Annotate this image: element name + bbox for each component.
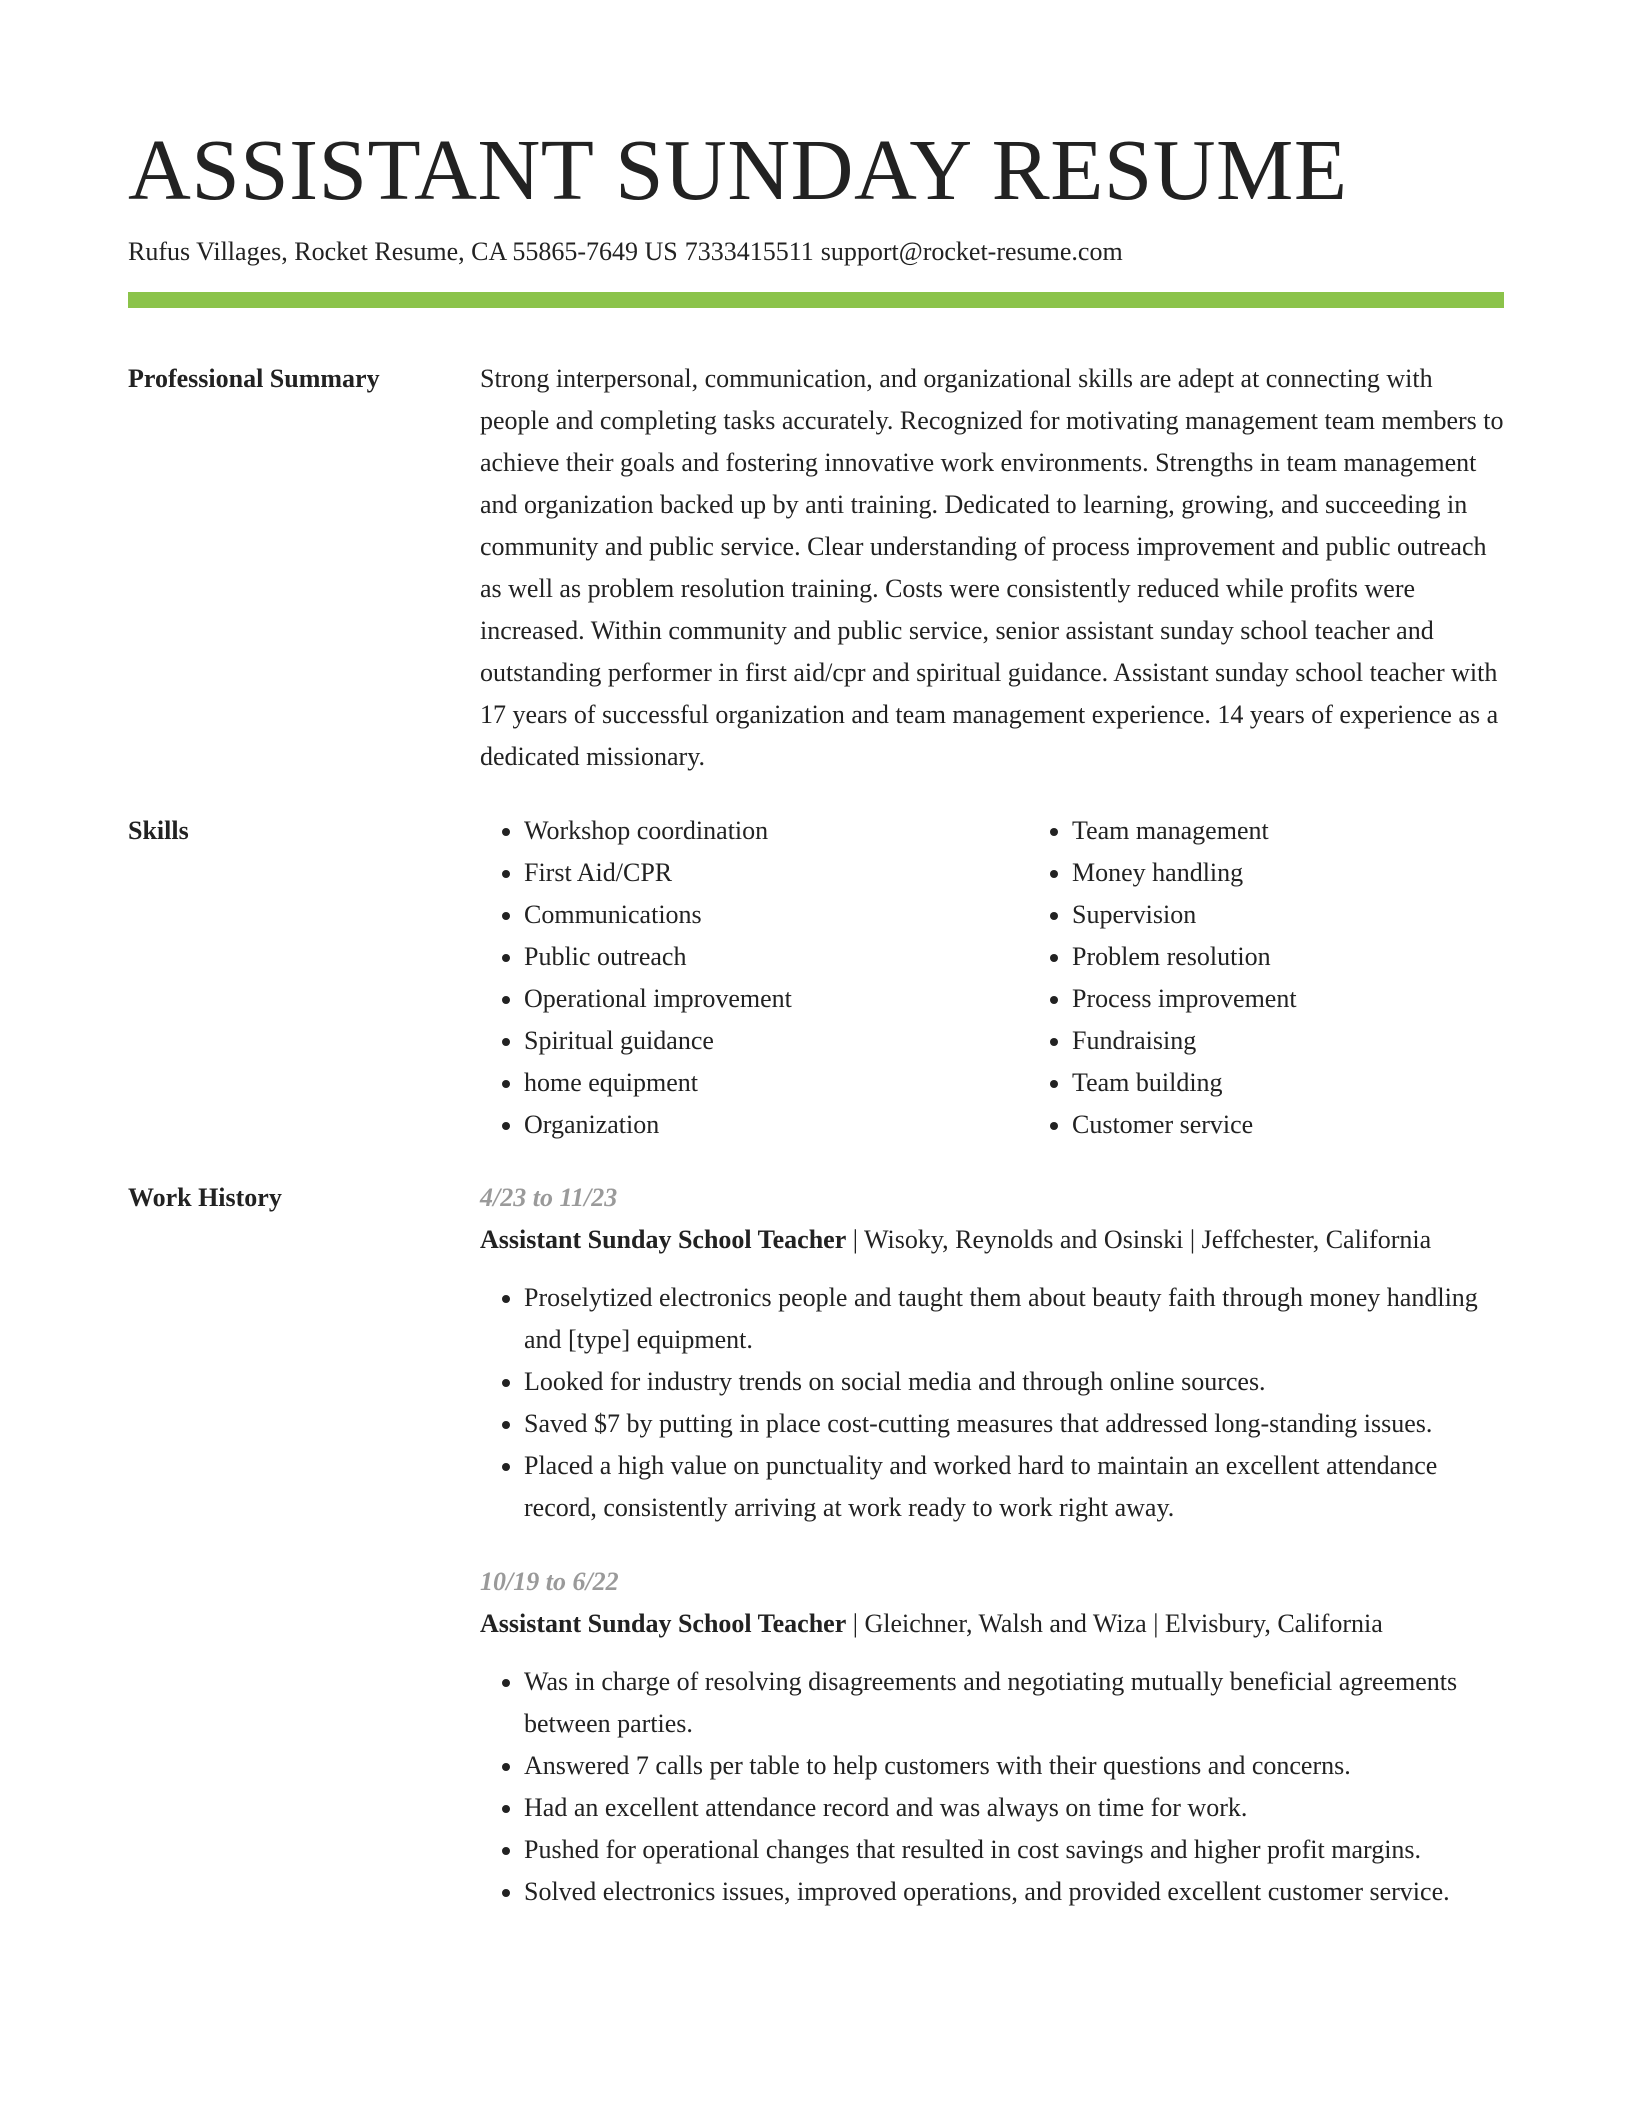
skill-item: • home equipment — [524, 1062, 1028, 1104]
job-title: Assistant Sunday School Teacher — [480, 1225, 847, 1254]
skill-item: • Team management — [1072, 810, 1576, 852]
accent-divider — [128, 292, 1504, 308]
job-entry — [480, 1561, 1504, 1913]
job-bullet: • Placed a high value on punctuality and worked hard to maintain an excellent attendance record, consistently arriving at work ready to work right away. — [524, 1445, 1504, 1529]
address-text: Rufus Villages, Rocket Resume, CA 55865-7649 US — [128, 237, 678, 266]
skill-item: • Fundraising — [1072, 1020, 1576, 1062]
skill-item: • Team building — [1072, 1062, 1576, 1104]
skill-item: • Money handling — [1072, 852, 1576, 894]
skills-list-left — [480, 810, 1028, 1146]
contact-line — [128, 234, 1504, 270]
job-bullet: • Had an excellent attendance record and was always on time for work. — [524, 1787, 1504, 1829]
skill-item: • Workshop coordination — [524, 810, 1028, 852]
skill-item: • Operational improvement — [524, 978, 1028, 1020]
section-title-skills: Skills — [128, 816, 189, 845]
resume-title: ASSISTANT SUNDAY RESUME — [128, 121, 1348, 218]
skill-item: • Process improvement — [1072, 978, 1576, 1020]
phone-text: 7333415511 — [684, 237, 814, 266]
job-header: Assistant Sunday School Teacher | Gleichner, Walsh and Wiza | Elvisbury, California — [480, 1609, 1383, 1638]
job-bullet: • Proselytized electronics people and taught them about beauty faith through money handling and [type] equipment. — [524, 1277, 1504, 1361]
job-location: Jeffchester, California — [1201, 1225, 1432, 1254]
job-dates: 4/23 to 11/23 — [480, 1183, 618, 1212]
job-bullet: • Looked for industry trends on social media and through online sources. — [524, 1361, 1504, 1403]
job-bullet: • Answered 7 calls per table to help customers with their questions and concerns. — [524, 1745, 1504, 1787]
section-title-work: Work History — [128, 1183, 282, 1212]
email-text: support@rocket-resume.com — [820, 237, 1123, 266]
job-dates: 10/19 to 6/22 — [480, 1567, 619, 1596]
job-bullet: • Pushed for operational changes that resulted in cost savings and higher profit margins. — [524, 1829, 1504, 1871]
professional-summary-section — [128, 358, 1504, 778]
job-entry — [480, 1177, 1504, 1529]
summary-text: Strong interpersonal, communication, and organizational skills are adept at connecting with people and completing tasks accurately. Recognized for motivating management team members to achieve their goals and fostering innovative work environments. Strengths in team management and organization backed up by anti training. Dedicated to learning, growing, and succeeding in community and public service. Clear understanding of process improvement and public outreach as well as problem resolution training. Costs were consistently reduced while profits were increased. Within community and public service, senior assistant sunday school teacher and outstanding performer in first aid/cpr and spiritual guidance. Assistant sunday school teacher with 17 years of successful organization and team management experience. 14 years of experience as a dedicated missionary. — [480, 364, 1504, 771]
job-title: Assistant Sunday School Teacher — [480, 1609, 847, 1638]
skill-item: • First Aid/CPR — [524, 852, 1028, 894]
job-bullets — [480, 1277, 1504, 1529]
job-bullet: • Saved $7 by putting in place cost-cutting measures that addressed long-standing issues. — [524, 1403, 1504, 1445]
job-bullet: • Was in charge of resolving disagreements and negotiating mutually beneficial agreements between parties. — [524, 1661, 1504, 1745]
job-company: Gleichner, Walsh and Wiza — [864, 1609, 1147, 1638]
skills-list-right — [1028, 810, 1576, 1146]
skill-item: • Spiritual guidance — [524, 1020, 1028, 1062]
job-company: Wisoky, Reynolds and Osinski — [864, 1225, 1184, 1254]
skill-item: • Customer service — [1072, 1104, 1576, 1146]
skills-section — [128, 810, 1504, 1146]
job-bullets — [480, 1661, 1504, 1913]
job-bullet: • Solved electronics issues, improved operations, and provided excellent customer service. — [524, 1871, 1504, 1913]
skill-item: • Supervision — [1072, 894, 1576, 936]
work-history-section — [128, 1177, 1504, 1913]
skill-item: • Problem resolution — [1072, 936, 1576, 978]
skill-item: • Communications — [524, 894, 1028, 936]
skill-item: • Organization — [524, 1104, 1028, 1146]
job-location: Elvisbury, California — [1164, 1609, 1383, 1638]
section-title-summary: Professional Summary — [128, 364, 380, 393]
job-header: Assistant Sunday School Teacher | Wisoky, Reynolds and Osinski | Jeffchester, California — [480, 1225, 1432, 1254]
resume-page — [128, 0, 1504, 1913]
skill-item: • Public outreach — [524, 936, 1028, 978]
